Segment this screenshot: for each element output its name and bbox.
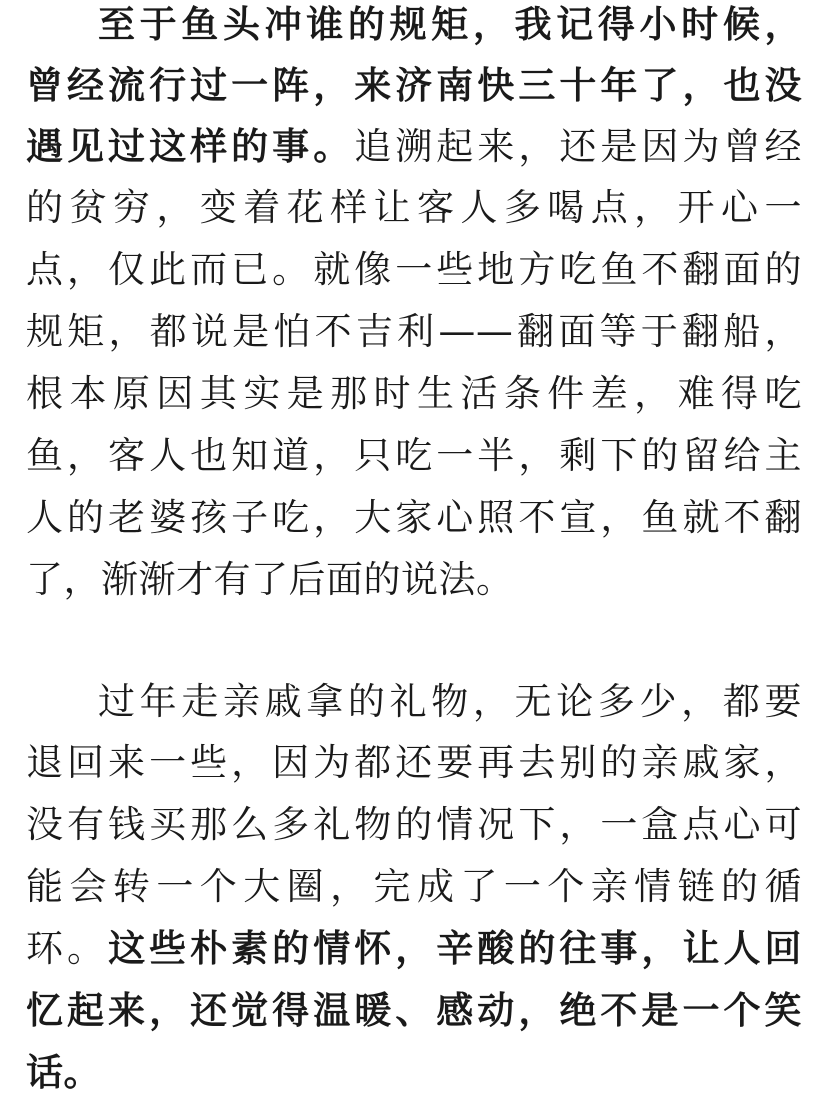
text-line xyxy=(26,981,802,1041)
text-run: 环。 xyxy=(26,927,109,970)
text-line xyxy=(26,117,802,177)
text-line xyxy=(26,56,802,116)
text-line xyxy=(26,733,802,793)
text-run: 能会转一个大圈，完成了一个亲情链的循 xyxy=(26,865,802,908)
text-run: 曾经流行过一阵，来济南快三十年了，也没 xyxy=(26,64,802,107)
text-run: 鱼，客人也知道，只吃一半，剩下的留给主 xyxy=(26,434,802,477)
text-run: 遇见过这样的事。 xyxy=(26,125,355,168)
text-line xyxy=(98,672,802,732)
text-run: 这些朴素的情怀，辛酸的往事，让人回 xyxy=(108,927,803,970)
text-run: 人的老婆孩子吃，大家心照不宣，鱼就不翻 xyxy=(26,496,802,539)
text-run: 点，仅此而已。就像一些地方吃鱼不翻面的 xyxy=(26,248,802,291)
text-line xyxy=(26,1043,802,1103)
text-line xyxy=(26,426,802,486)
text-run: 追溯起来，还是因为曾经 xyxy=(354,125,803,168)
text-line xyxy=(26,857,802,917)
text-run: 没有钱买那么多礼物的情况下，一盒点心可 xyxy=(26,803,802,846)
text-line xyxy=(26,178,802,238)
text-line xyxy=(26,302,802,362)
text-line xyxy=(26,364,802,424)
text-line xyxy=(26,550,802,610)
text-run: 话。 xyxy=(26,1051,101,1094)
text-run: 退回来一些，因为都还要再去别的亲戚家， xyxy=(26,741,802,784)
text-run: 至于鱼头冲谁的规矩，我记得小时候， xyxy=(98,3,802,46)
text-line xyxy=(26,488,802,548)
text-line xyxy=(98,0,802,55)
text-run: 根本原因其实是那时生活条件差，难得吃 xyxy=(26,372,802,415)
text-run: 的贫穷，变着花样让客人多喝点，开心一 xyxy=(26,186,802,229)
text-run: 了，渐渐才有了后面的说法。 xyxy=(26,558,514,601)
text-run: 过年走亲戚拿的礼物，无论多少，都要 xyxy=(98,680,802,723)
text-line xyxy=(26,795,802,855)
text-run: 忆起来，还觉得温暖、感动，绝不是一个笑 xyxy=(26,989,802,1032)
text-run: 规矩，都说是怕不吉利——翻面等于翻船， xyxy=(26,310,802,353)
text-line xyxy=(26,919,802,979)
text-line xyxy=(26,240,802,300)
